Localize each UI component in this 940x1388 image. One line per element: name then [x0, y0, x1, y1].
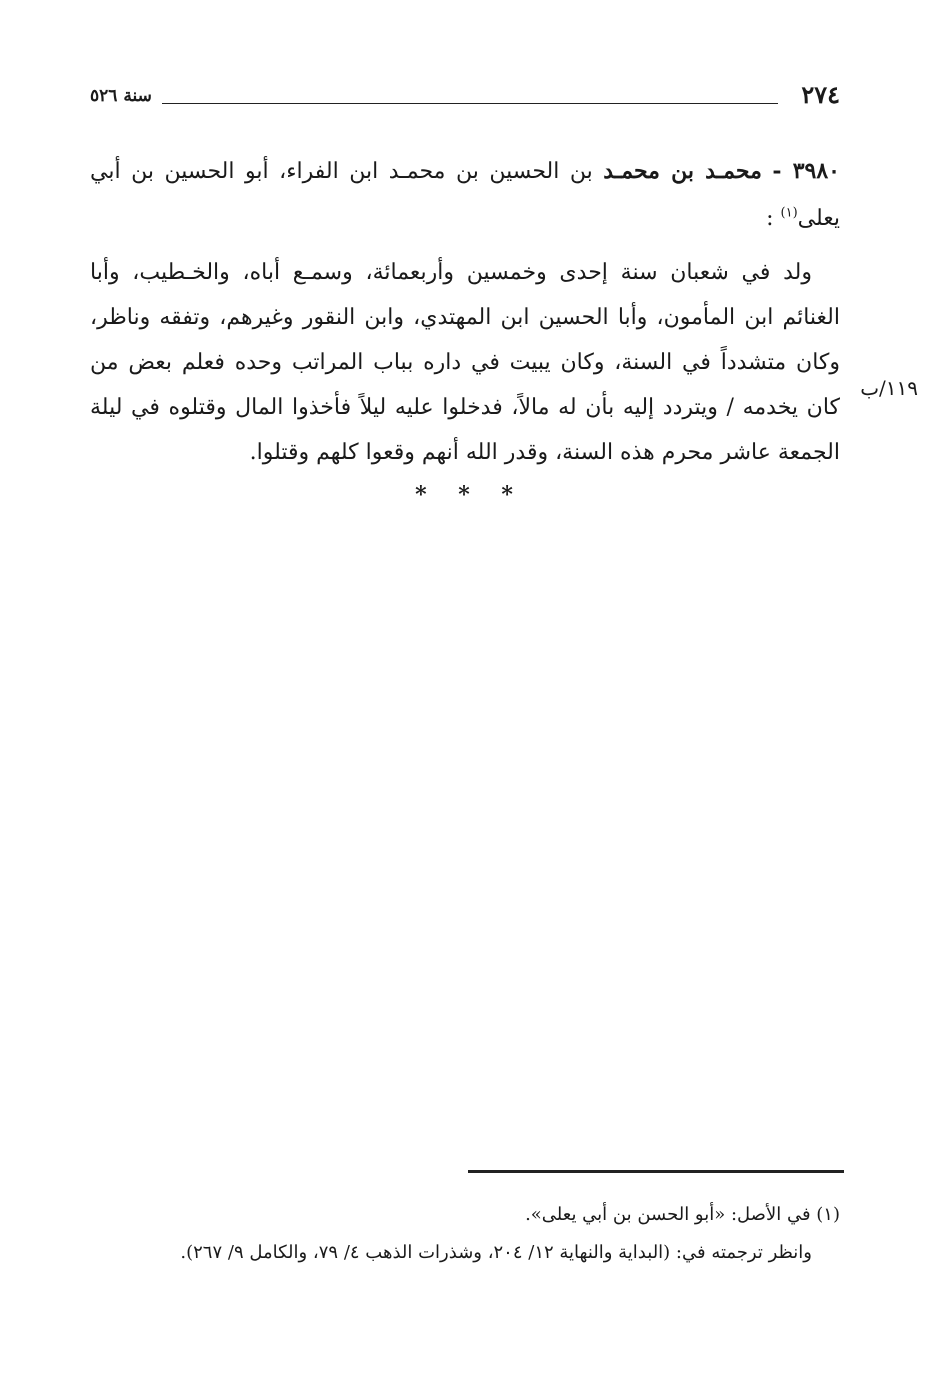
entry-colon: : [766, 206, 774, 231]
entry-lineage: بن الحسين بن محمـد ابن الفراء، أبو الحسين بن أبي يعلى [90, 159, 840, 231]
footnote-1-references: وانظر ترجمته في: (البداية والنهاية ١٢/ ٢٠٤، وشذرات الذهب ٤/ ٧٩، والكامل ٩/ ٢٦٧). [180, 1242, 812, 1263]
header-rule [162, 103, 778, 104]
page-number: ٢٧٤ [801, 80, 840, 109]
body-paragraph: ولد في شعبان سنة إحدى وخمسين وأربعمائة، وسمـع أباه، والخـطيب، وأبا الغنائم ابن المأمون، وأبا الحسين ابن المهتدي، وابن النقور وغيرهم، وتفقه وناظر، وكان متشدداً في السنة، وكان يبيت في داره بباب المراتب وحده فعلم بعض من كان يخدمه / ويتردد إليه بأن له مالاً، فدخلوا عليه ليلاً فأخذوا المال وقتلوه في ليلة الجمعة عاشر محرم هذه السنة، وقدر الله أنهم وقعوا كلهم وقتلوا. [90, 260, 840, 465]
body-text [90, 250, 840, 475]
footnote-1: (١) في الأصل: «أبو الحسن بن أبي يعلى». [525, 1204, 840, 1225]
section-separator: * * * [415, 482, 525, 508]
entry-number: ٣٩٨٠ - [772, 158, 840, 184]
footnote-reference: (١) [780, 205, 798, 221]
entry-name: محمـد بن محمـد [603, 158, 762, 184]
year-label: سنة ٥٢٦ [90, 86, 152, 106]
footnote-rule [468, 1170, 844, 1173]
manuscript-folio-note: ١١٩/ب [860, 376, 918, 400]
footnotes [150, 1196, 840, 1272]
page-header [90, 80, 840, 114]
entry-heading [90, 148, 840, 242]
